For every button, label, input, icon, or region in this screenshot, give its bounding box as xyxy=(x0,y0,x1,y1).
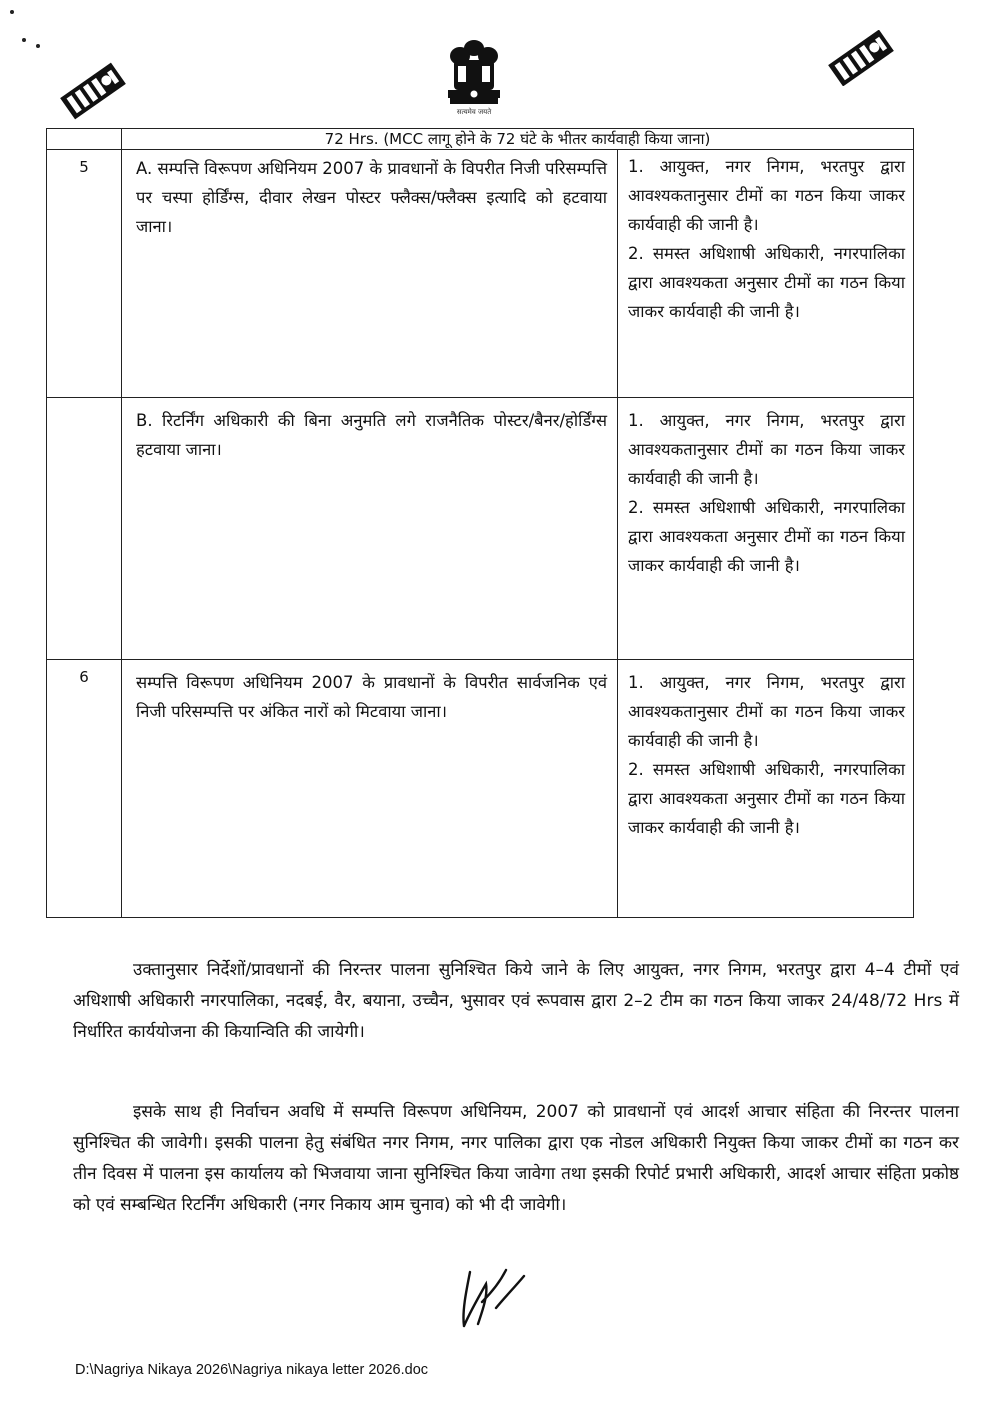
row-number: 6 xyxy=(47,660,122,918)
table-row xyxy=(47,150,914,398)
row-description xyxy=(122,150,618,398)
scan-speck xyxy=(36,44,40,48)
row-description xyxy=(122,660,618,918)
table-row xyxy=(47,398,914,660)
row-action-2: 2. समस्त अधिशाषी अधिकारी, नगरपालिका द्वारा आवश्यकता अनुसार टीमों का गठन किया जाकर कार्यवाही की जानी है। xyxy=(628,760,906,837)
row-action-1: 1. आयुक्त, नगर निगम, भरतपुर द्वारा आवश्यकतानुसार टीमों का गठन किया जाकर कार्यवाही की जानी है। xyxy=(628,157,906,234)
row-number xyxy=(47,398,122,660)
table-row xyxy=(47,660,914,918)
election-commission-logo-left-icon xyxy=(58,62,128,120)
scan-speck xyxy=(10,10,14,14)
body-paragraph-2: इसके साथ ही निर्वाचन अवधि में सम्पत्ति विरूपण अधिनियम, 2007 को प्रावधानों एवं आदर्श आचार संहिता की निरन्तर पालना सुनिश्चित की जावेगी। इसकी पालना हेतु संबंधित नगर निगम, नगर पालिका द्वारा एक नोडल अधिकारी नियुक्त किया जाकर टीमों का गठन कर तीन दिवस में पालना इस कार्यालय को भिजवाया जाना सुनिश्चित किया जावेगा तथा इसकी रिपोर्ट प्रभारी अधिकारी, आदर्श आचार संहिता प्रकोष्ठ को एवं सम्बन्धित रिटर्निंग अधिकारी (नगर निकाय आम चुनाव) को भी दी जावेगी। xyxy=(73,1102,959,1215)
row-description-text: A. सम्पत्ति विरूपण अधिनियम 2007 के प्रावधानों के विपरीत निजी परिसम्पत्ति पर चस्पा होर्डिंग्स, दीवार लेखन पोस्टर फ्लैक्स/फ्लैक्स इत्यादि को हटवाया जाना। xyxy=(136,159,607,236)
row-action-1: 1. आयुक्त, नगर निगम, भरतपुर द्वारा आवश्यकतानुसार टीमों का गठन किया जाकर कार्यवाही की जानी है। xyxy=(628,411,906,488)
row-action xyxy=(618,150,914,398)
row-action-1: 1. आयुक्त, नगर निगम, भरतपुर द्वारा आवश्यकतानुसार टीमों का गठन किया जाकर कार्यवाही की जानी है। xyxy=(628,673,906,750)
row-description-text: B. रिटर्निंग अधिकारी की बिना अनुमति लगे राजनैतिक पोस्टर/बैनर/होर्डिंग्स हटवाया जाना। xyxy=(136,411,607,459)
table-header-row xyxy=(47,129,914,150)
row-action-2: 2. समस्त अधिशाषी अधिकारी, नगरपालिका द्वारा आवश्यकता अनुसार टीमों का गठन किया जाकर कार्यवाही की जानी है। xyxy=(628,498,906,575)
body-paragraph-1: उक्तानुसार निर्देशों/प्रावधानों की निरन्तर पालना सुनिश्चित किये जाने के लिए आयुक्त, नगर निगम, भरतपुर द्वारा 4–4 टीमों एवं अधिशाषी अधिकारी नगरपालिका, नदबई, वैर, बयाना, उच्चैन, भुसावर एवं रूपवास द्वारा 2–2 टीम का गठन किया जाकर 24/48/72 Hrs में निर्धारित कार्ययोजना की कियान्विति की जायेगी। xyxy=(73,960,959,1042)
scan-speck xyxy=(22,38,26,42)
row-action xyxy=(618,398,914,660)
row-description xyxy=(122,398,618,660)
row-action xyxy=(618,660,914,918)
emblem-motto: सत्यमेव जयते xyxy=(456,108,492,116)
row-number: 5 xyxy=(47,150,122,398)
file-path-footer: D:\Nagriya Nikaya 2026\Nagriya nikaya letter 2026.doc xyxy=(75,1362,429,1378)
table-header-blank-cell xyxy=(47,129,122,150)
row-action-2: 2. समस्त अधिशाषी अधिकारी, नगरपालिका द्वारा आवश्यकता अनुसार टीमों का गठन किया जाकर कार्यवाही की जानी है। xyxy=(628,244,906,321)
table-header-text: 72 Hrs. (MCC लागू होने के 72 घंटे के भीतर कार्यवाही किया जाना) xyxy=(122,129,914,150)
signature-icon xyxy=(456,1262,546,1332)
election-commission-logo-right-icon xyxy=(826,30,896,86)
action-plan-table xyxy=(46,128,914,918)
row-description-text: सम्पत्ति विरूपण अधिनियम 2007 के प्रावधानों के विपरीत सार्वजनिक एवं निजी परिसम्पत्ति पर अंकित नारों को मिटवाया जाना। xyxy=(136,673,607,721)
